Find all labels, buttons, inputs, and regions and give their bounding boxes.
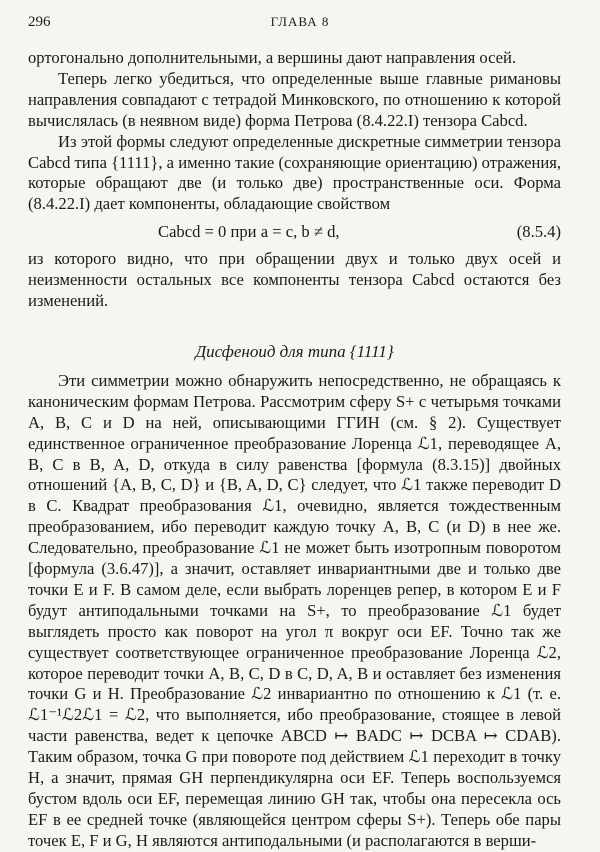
page-number: 296 bbox=[28, 14, 51, 30]
display-formula bbox=[28, 221, 561, 243]
paragraph-discrete-symmetries: Из этой формы следуют определенные дискретные симметрии тензора Cabcd типа {1111}, а именно такие (сохраняющие ориентацию) отражения, которые обращают две (и только две) пространственные оси. Форма (8.4.22.I) дает компоненты, обладающие свойством bbox=[28, 131, 561, 214]
paragraph-continuation: ортогонально дополнительными, а вершины дают направления осей. bbox=[28, 48, 517, 67]
formula-expression: Cabcd = 0 при a = c, b ≠ d, bbox=[158, 222, 340, 242]
paragraph-after-formula: из которого видно, что при обращении двух и только двух осей и неизменности остальных все компоненты тензора Cabcd остаются без изменений. bbox=[28, 249, 561, 311]
paragraph-riemann-directions: Теперь легко убедиться, что определенные выше главные римановы направления совпадают с тетрадой Минковского, по отношению к которой вычислялась (в неявном виде) форма Петрова (8.4.22.I) тензора Cabcd. bbox=[28, 68, 561, 130]
page-header bbox=[28, 14, 572, 34]
running-title: ГЛАВА 8 bbox=[270, 14, 330, 29]
formula-number: (8.5.4) bbox=[516, 222, 561, 242]
section-heading: Дисфеноид для типа {1111} bbox=[195, 341, 394, 361]
body-text bbox=[28, 48, 561, 852]
paragraph-disphenoid: Эти симметрии можно обнаружить непосредственно, не обращаясь к каноническим формам Петрова. Рассмотрим сферу S+ с четырьмя точками A, B, C и D на ней, описывающими ГГИН (см. § 2). Существует единственное ограниченное преобразование Лоренца ℒ1, переводящее A, B, C в B, A, D, откуда в силу равенства [формула (8.3.15)] двойных отношений {A, B, C, D} и {B, A, D, C} следует, что ℒ1 также переводит D в C. Квадрат преобразования ℒ1, очевидно, является тождественным преобразованием, ибо переводит каждую точку A, B, C (и D) в нее же. Следовательно, преобразование ℒ1 не может быть изотропным поворотом [формула (3.6.47)], а значит, оставляет инвариантными две и только две точки E и F. В самом деле, если выбрать лоренцев репер, в котором E и F будут антиподальными точками на S+, то преобразование ℒ1 будет выглядеть просто как поворот на угол π вокруг оси EF. Точно так же существует соответствующее ограниченное преобразование Лоренца ℒ2, которое переводит точки A, B, C, D в C, D, A, B и оставляет без изменения точки G и H. Преобразование ℒ2 инвариантно по отношению к ℒ1 (т. е. ℒ1⁻¹ℒ2ℒ1 = ℒ2, что выполняется, ибо преобразование, стоящее в левой части равенства, ведет к цепочке ABCD ↦ BADC ↦ DCBA ↦ CDAB). Таким образом, точка G при повороте под действием ℒ1 переходит в точку H, а значит, прямая GH перпендикулярна оси EF. Теперь воспользуемся бустом вдоль оси EF, перемещая линию GH так, чтобы она пересекла ось EF в ее средней точке (являющейся центром сферы S+). Теперь обе пары точек E, F и G, H являются антиподальными (и располагаются в верши- bbox=[28, 370, 561, 850]
